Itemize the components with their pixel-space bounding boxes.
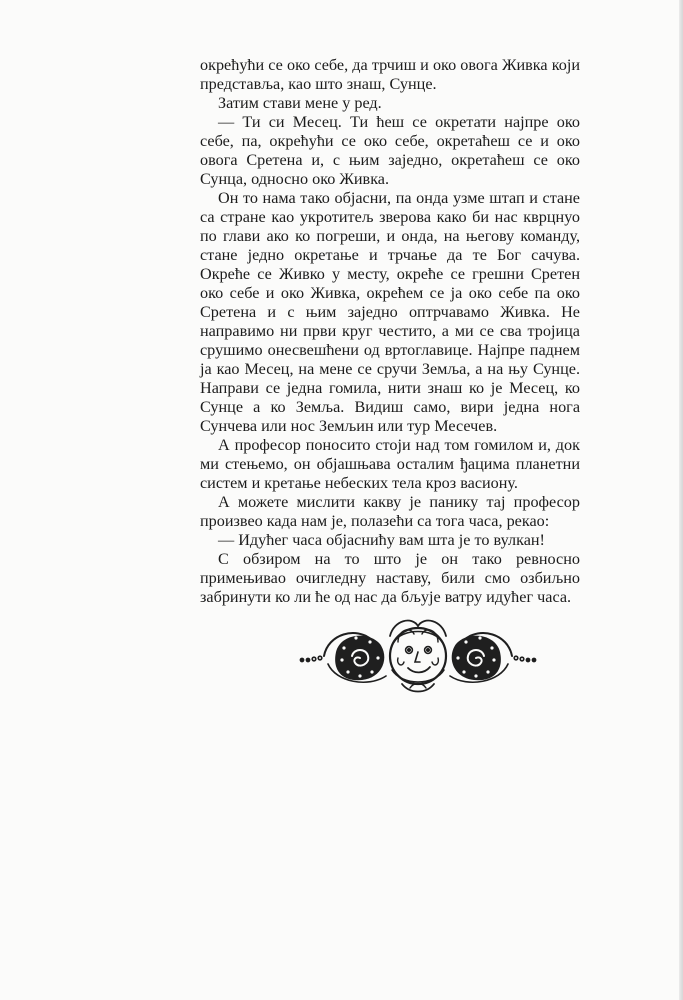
paragraph: А можете мислити какву је панику тај професор произвео када нам је, полазећи са тога часа, рекао: [200, 493, 580, 530]
paragraph: окрећући се око себе, да трчиш и око овога Живка који представља, као што знаш, Сунце. [200, 56, 580, 93]
story-text [200, 56, 580, 607]
paragraph: А професор поносито стоји над том гомилом и, док ми стењемо, он објашњава осталим ђацима планетни систем и кретање небеских тела кроз васиону. [200, 436, 580, 492]
paragraph: С обзиром на то што је он тако ревносно примењивао очигледну наставу, били смо озбиљно забринути ко ли ће од нас да бљује ватру идућег часа. [200, 550, 580, 606]
paragraph: — Идућег часа објаснићу вам шта је то вулкан! [218, 531, 545, 549]
sun-moon-ornament-icon [298, 612, 540, 698]
paragraph: Затим стави мене у ред. [218, 94, 382, 112]
paragraph: Он то нама тако објасни, па онда узме штап и стане са стране као укротитељ зверова како би нас кврцнуо по глави ако ко погреши, и онда, на његову команду, стане једно окретање и трчање да те Бог сачува. Окреће се Живко у месту, окреће се грешни Сретен око себе и око Живка, окрећем се ја око себе па око Сретена и с њим заједно оптрчавамо Живка. Не направимо ни први круг честито, а ми се сва тројица срушимо онесвешћени од вртоглавице. Најпре паднем ја као Месец, на мене се сручи Земља, а на њу Сунце. Направи се једна гомила, нити знаш ко је Месец, ко Сунце а ко Земља. Видиш само, вири једна нога Сунчева или нос Земљин или тур Месечев. [200, 189, 580, 435]
page-edge [679, 0, 683, 1000]
paragraph: — Ти си Месец. Ти ћеш се окретати најпре око себе, па, окрећући се око себе, окретаћеш се и око овога Сретена и, с њим заједно, окретаћеш се око Сунца, односно око Живка. [200, 113, 580, 188]
